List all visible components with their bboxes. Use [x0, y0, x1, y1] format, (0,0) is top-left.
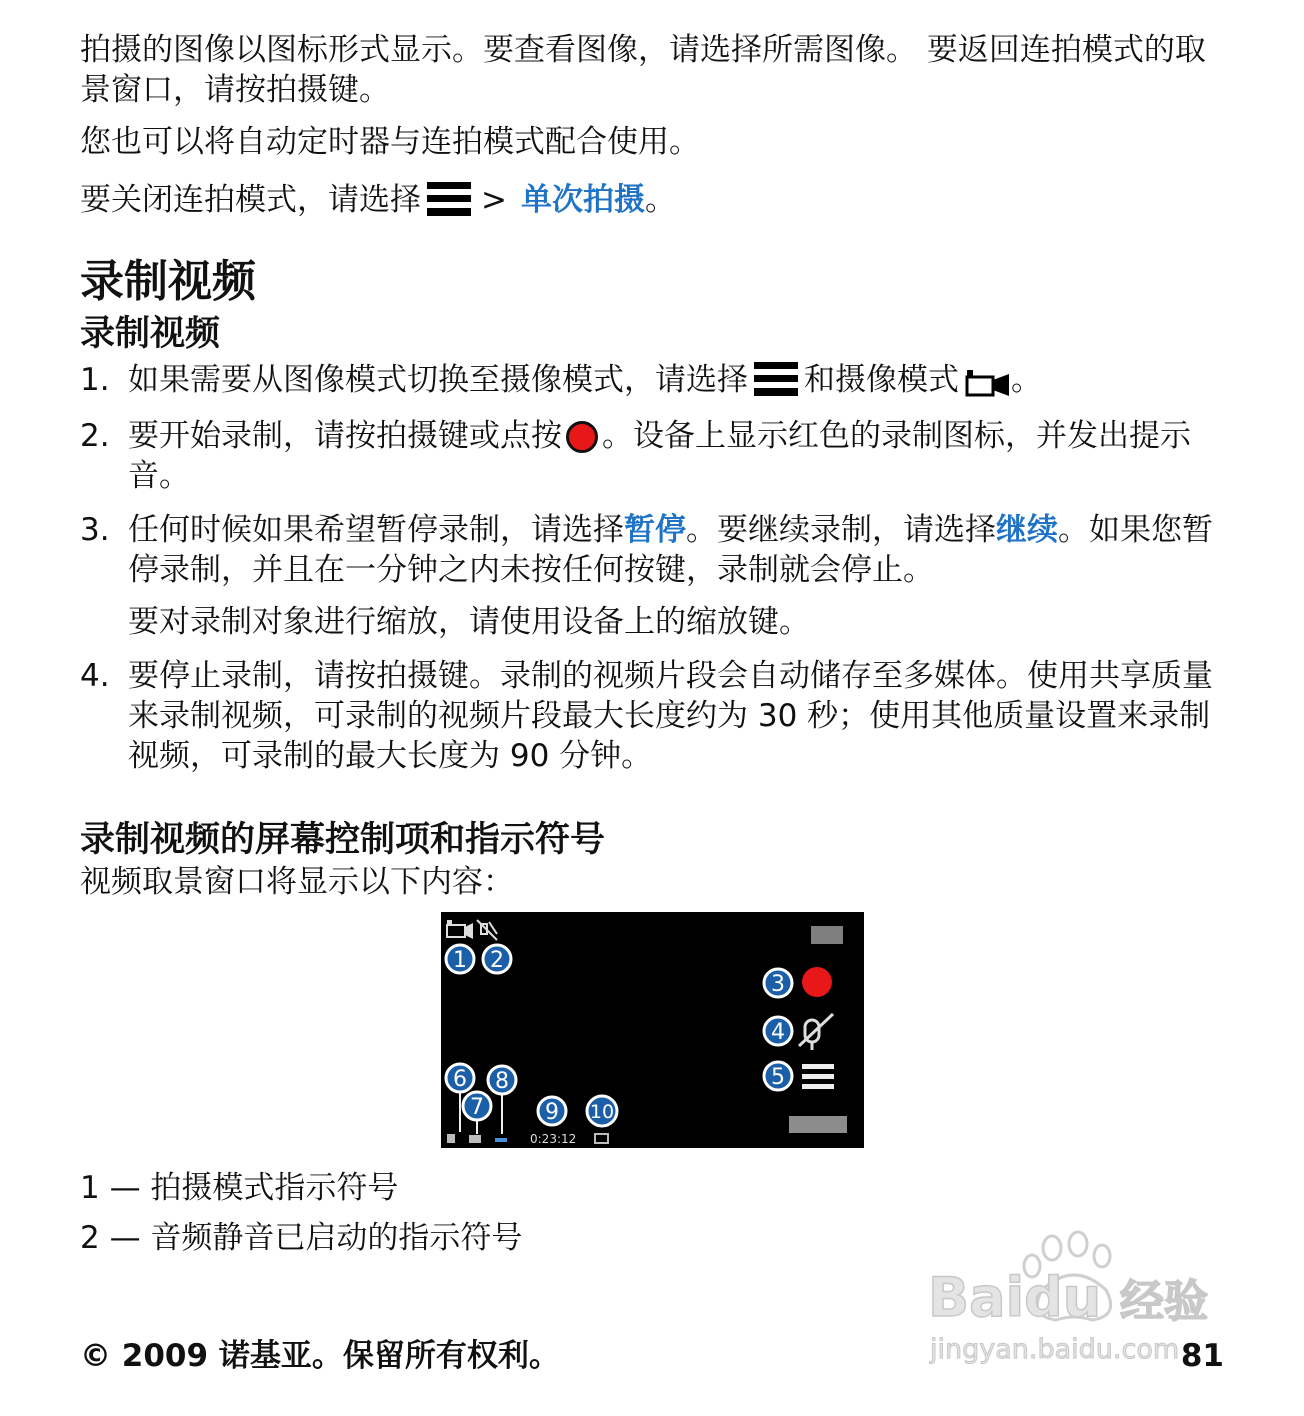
callout-5-label: 5 [771, 1065, 785, 1090]
step-1 [80, 360, 1230, 400]
intro-paragraph-2: 您也可以将自动定时器与连拍模式配合使用。 [80, 124, 700, 160]
callout-9-label: 9 [545, 1100, 559, 1125]
callout-9 [538, 1097, 566, 1125]
callout-10 [587, 1096, 617, 1126]
callout-1-label: 1 [453, 948, 467, 973]
intro-paragraph-1: 拍摄的图像以图标形式显示。要查看图像，请选择所需图像。 要返回连拍模式的取景窗口，请按拍摄键。 [80, 32, 1206, 108]
step-2-text-a: 要开始录制，请按拍摄键或点按 [128, 418, 562, 454]
memory-indicator-icon [447, 1134, 455, 1143]
section-subtitle: 录制视频 [80, 314, 221, 354]
step-3-text-c: 。如果您暂停录制，并且在一分钟之内未按任何按键，录制就会停止。 [128, 512, 1213, 588]
callout-5 [764, 1062, 792, 1090]
audio-muted-indicator-icon [477, 920, 497, 940]
document-page [80, 30, 1230, 902]
legend-item-2: 2 — 音频静音已启动的指示符号 [80, 1220, 523, 1256]
menu-icon [754, 362, 798, 396]
controls-title: 录制视频的屏幕控制项和指示符号 [80, 820, 606, 860]
top-right-soft-key [811, 926, 843, 944]
step-3-zoom-note: 要对录制对象进行缩放，请使用设备上的缩放键。 [128, 604, 810, 640]
single-shot-link[interactable]: 单次拍摄 [520, 182, 645, 218]
step-1-text-a: 如果需要从图像模式切换至摄像模式，请选择 [128, 362, 748, 398]
callout-3 [764, 969, 792, 997]
step-1-text-b: 和摄像模式 [804, 362, 959, 398]
record-icon [802, 967, 832, 997]
zoom-indicator-icon [495, 1138, 507, 1142]
record-button-icon [566, 421, 598, 453]
callout-6-label: 6 [453, 1067, 467, 1092]
intro-p3-prefix: 要关闭连拍模式，请选择 [80, 182, 421, 218]
baidu-paw-logo [924, 1230, 1224, 1370]
callout-7-label: 7 [470, 1095, 484, 1120]
callout-3-label: 3 [771, 972, 785, 997]
page-number: 81 [1180, 1338, 1224, 1374]
callout-8-label: 8 [495, 1069, 509, 1094]
step-1-end: 。 [1011, 362, 1042, 398]
section-title: 录制视频 [80, 256, 256, 307]
step-2-text-b: 。设备上显示红色的录制图标，并发出提示音。 [128, 418, 1191, 494]
step-3 [80, 510, 1230, 642]
options-menu-icon [802, 1064, 834, 1089]
recording-time-counter: 0:23:12 [530, 1132, 577, 1146]
step-2-number: 2. [80, 418, 110, 454]
capture-mode-indicator-icon [447, 920, 473, 939]
step-2 [80, 416, 1230, 496]
callout-4 [764, 1017, 792, 1045]
intro-p3-end: 。 [644, 182, 676, 218]
pause-link[interactable]: 暂停 [624, 512, 686, 548]
step-4 [80, 656, 1230, 776]
mute-toggle-icon [799, 1014, 833, 1050]
video-location-indicator-icon [595, 1134, 608, 1143]
continue-link[interactable]: 继续 [996, 512, 1058, 548]
watermark-product: 经验 [1120, 1276, 1208, 1327]
baidu-watermark [924, 1230, 1224, 1370]
callout-6 [446, 1064, 474, 1092]
footer-copyright: © 2009 诺基亚。保留所有权利。 [80, 1338, 560, 1374]
callout-1 [446, 945, 474, 973]
intro-p3-separator: > [481, 182, 507, 218]
video-viewfinder-screenshot [441, 912, 864, 1148]
watermark-url: jingyan.baidu.com [930, 1334, 1180, 1365]
step-4-number: 4. [80, 658, 110, 694]
video-camera-icon [965, 368, 1011, 398]
menu-icon [427, 182, 471, 216]
viewfinder-graphic [441, 912, 864, 1148]
callout-2 [483, 945, 511, 973]
callout-7 [463, 1092, 491, 1120]
step-3-number: 3. [80, 512, 110, 548]
legend-item-1: 1 — 拍摄模式指示符号 [80, 1170, 399, 1206]
callout-4-label: 4 [771, 1020, 785, 1045]
callout-2-label: 2 [490, 948, 504, 973]
step-4-text: 要停止录制，请按拍摄键。录制的视频片段会自动储存至多媒体。使用共享质量来录制视频，可录制的视频片段最大长度约为 30 秒；使用其他质量设置来录制视频，可录制的最大长度为 90 分钟。 [128, 658, 1213, 774]
step-3-text-b: 。要继续录制，请选择 [686, 512, 996, 548]
callout-8 [488, 1066, 516, 1094]
video-quality-indicator-icon [469, 1135, 481, 1143]
controls-intro: 视频取景窗口将显示以下内容： [80, 864, 514, 900]
watermark-brand: Baidu [928, 1266, 1102, 1329]
step-3-text-a: 任何时候如果希望暂停录制，请选择 [128, 512, 624, 548]
intro-paragraph-3 [80, 180, 1230, 220]
callout-10-label: 10 [589, 1101, 615, 1123]
bottom-right-soft-key [789, 1116, 847, 1133]
step-1-number: 1. [80, 362, 110, 398]
